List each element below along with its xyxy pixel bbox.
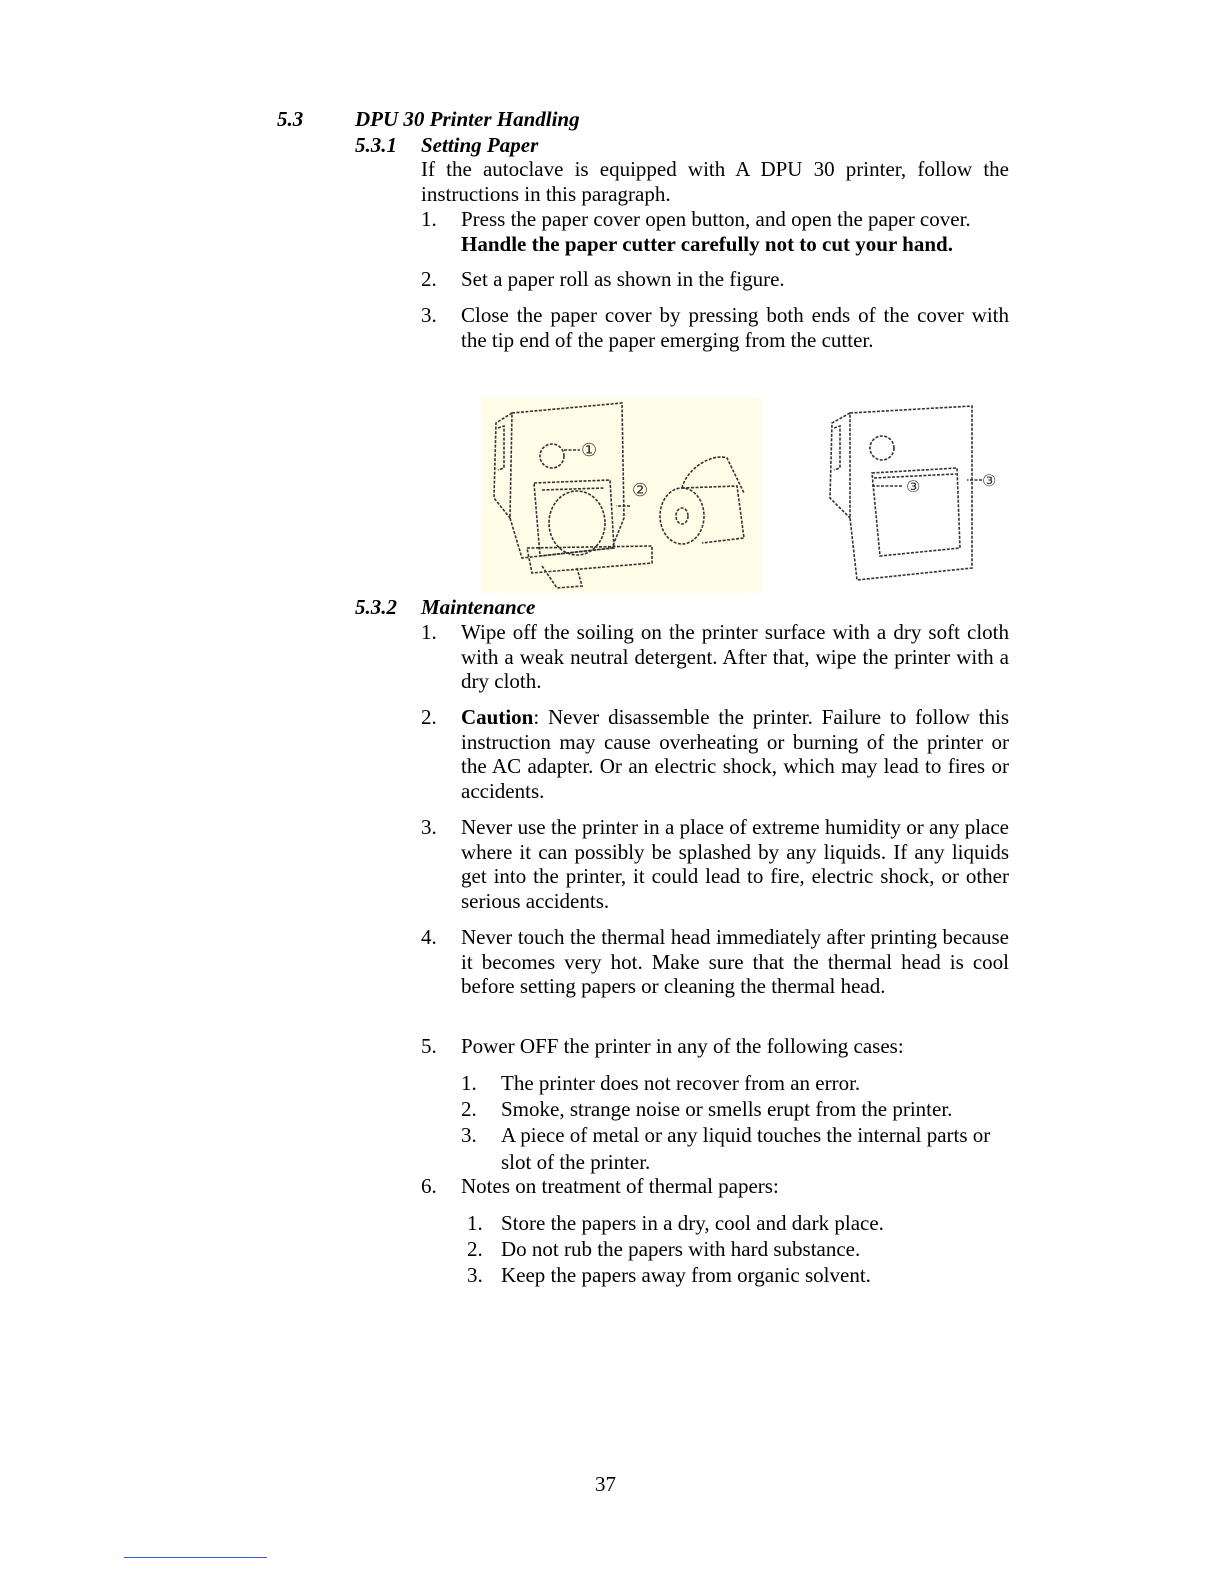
figure-label-3a: ③ (906, 477, 921, 496)
list-number: 2. (461, 1097, 477, 1121)
maintenance-text: Power OFF the printer in any of the following cases: (461, 1034, 904, 1058)
list-number: 1. (421, 207, 437, 231)
sub-list-item (467, 1210, 1017, 1237)
power-off-case-text: A piece of metal or any liquid touches the internal parts or slot of the printer. (501, 1123, 991, 1174)
subsection-number-maintenance: 5.3.2 (355, 595, 397, 619)
list-item (421, 207, 1009, 256)
paper-note-text: Keep the papers away from organic solvent. (501, 1263, 871, 1287)
list-number: 6. (421, 1174, 437, 1198)
list-number: 3. (461, 1123, 477, 1147)
maintenance-text: Never use the printer in a place of extreme humidity or any place where it can possibly be splashed by any liquids. If any liquids get into the printer, it could lead to fire, electric shock, or other serious accidents. (461, 815, 1009, 913)
figure-label-2: ② (632, 480, 649, 501)
list-item (421, 1174, 1009, 1199)
section-number: 5.3 (277, 107, 304, 131)
power-off-case-text: The printer does not recover from an error. (501, 1071, 861, 1095)
list-item (421, 705, 1009, 803)
step-text: Set a paper roll as shown in the figure. (461, 267, 785, 291)
list-number: 2. (467, 1237, 483, 1261)
list-item (421, 925, 1009, 999)
step-text: Press the paper cover open button, and open the paper cover. (461, 207, 971, 231)
list-number: 1. (467, 1211, 483, 1235)
page-number: 37 (595, 1472, 616, 1496)
maintenance-text: Wipe off the soiling on the printer surface with a dry soft cloth with a weak neutral detergent. After that, wipe the printer with a dry cloth. (461, 620, 1009, 693)
list-item (421, 815, 1009, 913)
paper-note-text: Store the papers in a dry, cool and dark place. (501, 1211, 884, 1235)
list-number: 2. (421, 267, 437, 291)
step-warning: Handle the paper cutter carefully not to cut your hand. (461, 231, 953, 256)
list-item (421, 267, 1009, 292)
sub-list-item (461, 1096, 1011, 1123)
list-item (421, 620, 1009, 694)
list-number: 5. (421, 1034, 437, 1058)
footnote-divider (124, 1557, 267, 1558)
maintenance-text: Notes on treatment of thermal papers: (461, 1174, 779, 1198)
subsection-number-setting-paper: 5.3.1 (355, 133, 397, 157)
section-title: DPU 30 Printer Handling (355, 107, 580, 131)
maintenance-text: Never touch the thermal head immediately after printing because it becomes very hot. Make sure that the thermal head is cool before setting papers or cleaning the thermal head. (461, 925, 1009, 998)
power-off-case-text: Smoke, strange noise or smells erupt from the printer. (501, 1097, 953, 1121)
paper-note-text: Do not rub the papers with hard substance. (501, 1237, 861, 1261)
subsection-title-maintenance: Maintenance (421, 595, 536, 619)
maintenance-text: : Never disassemble the printer. Failure to follow this instruction may cause overheating or burning of the printer or the AC adapter. Or an electric shock, which may lead to fires or accidents. (461, 705, 1009, 803)
figure-open-printer (482, 398, 762, 593)
subsection-title-setting-paper: Setting Paper (421, 133, 539, 157)
sub-list-item (467, 1262, 1017, 1289)
figure-label-1: ① (581, 440, 598, 461)
list-number: 3. (467, 1263, 483, 1287)
sub-list-item (461, 1070, 1011, 1097)
printer-closed-illustration (822, 398, 1007, 588)
list-number: 3. (421, 303, 437, 327)
list-number: 4. (421, 925, 437, 949)
printer-open-illustration (482, 398, 762, 593)
list-item (421, 1034, 1009, 1059)
list-number: 1. (421, 620, 437, 644)
list-item (421, 303, 1009, 352)
sub-list-item (467, 1236, 1017, 1263)
caution-label: Caution (461, 705, 534, 729)
figure-closed-printer (822, 398, 1007, 588)
list-number: 1. (461, 1071, 477, 1095)
figure-label-3b: ③ (982, 471, 997, 490)
list-number: 3. (421, 815, 437, 839)
sub-list-item (461, 1122, 1001, 1175)
setting-paper-intro: If the autoclave is equipped with A DPU 30 printer, follow the instructions in this paragraph. (421, 157, 1009, 206)
step-text: Close the paper cover by pressing both ends of the cover with the tip end of the paper emerging from the cutter. (461, 303, 1009, 352)
list-number: 2. (421, 705, 437, 729)
